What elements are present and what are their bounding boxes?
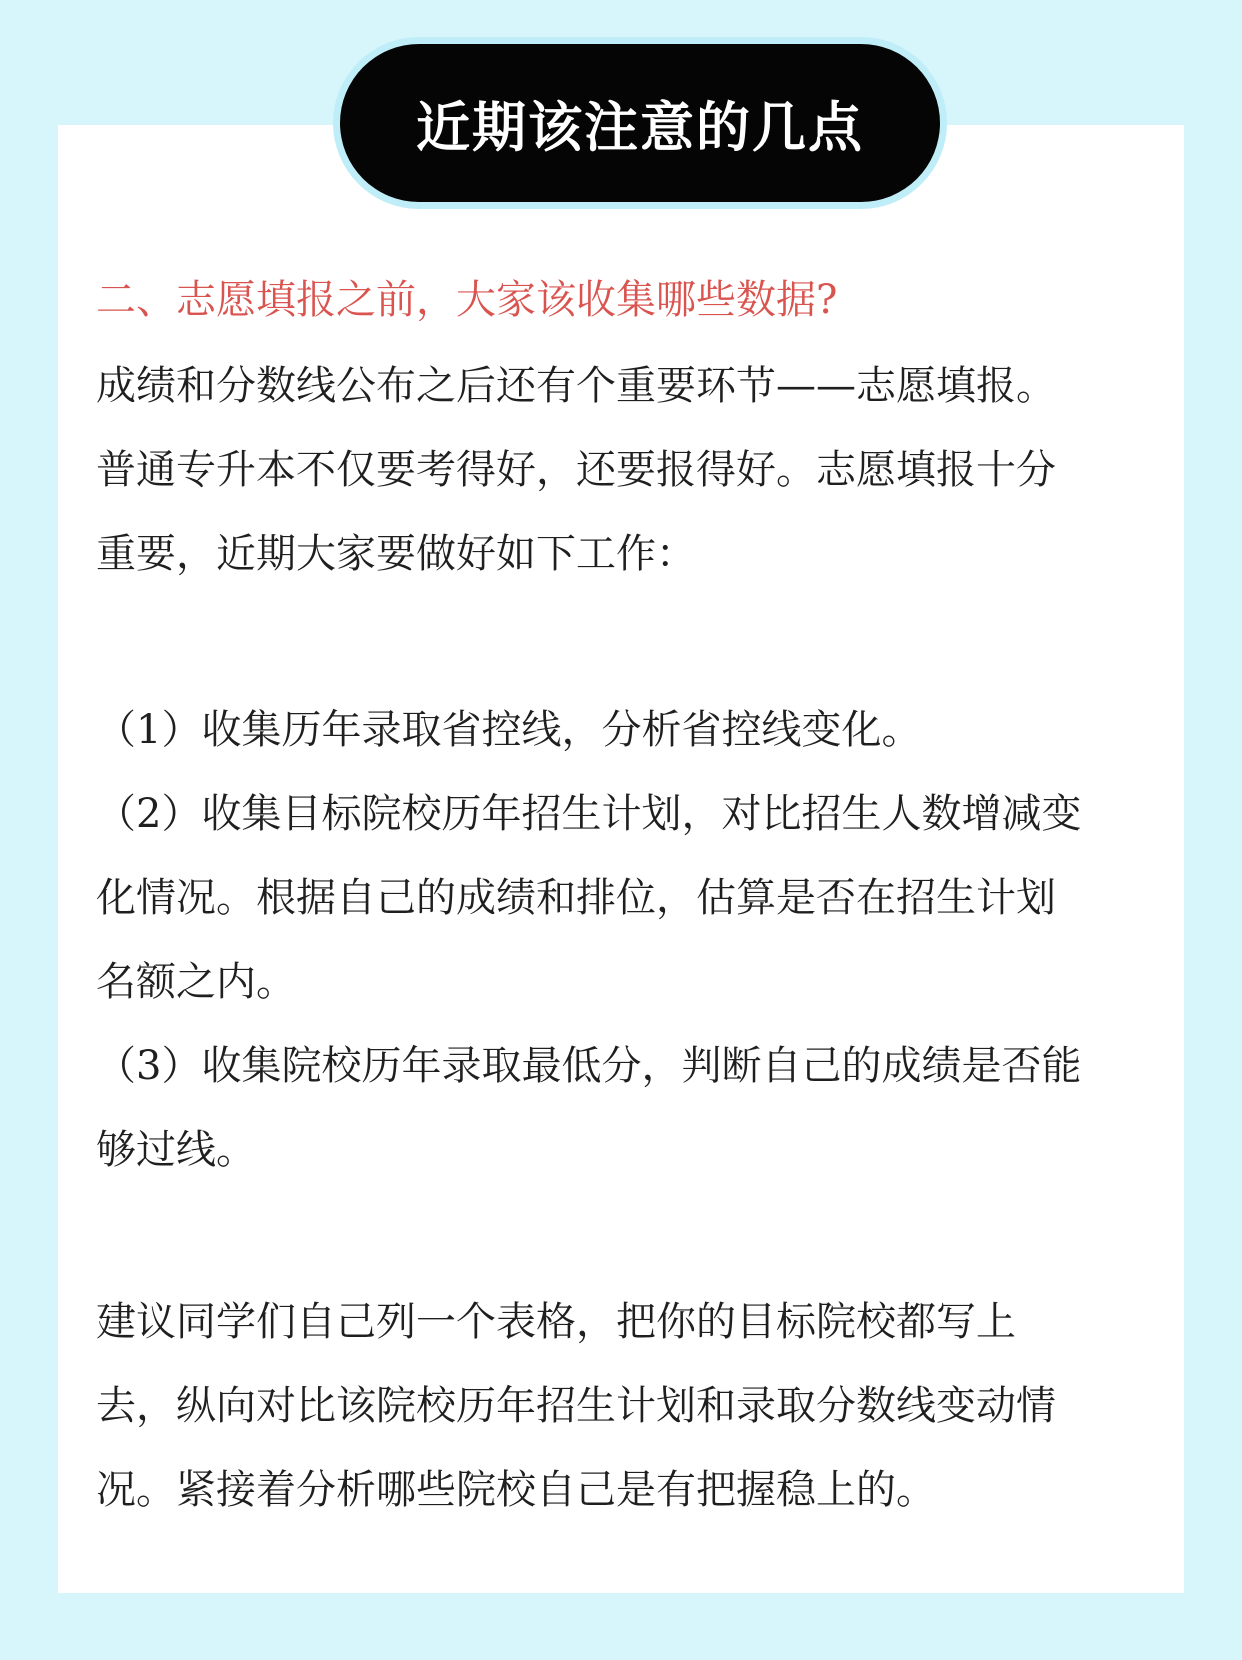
title-banner: [340, 44, 940, 202]
list-item-line: 化情况。根据自己的成绩和排位，估算是否在招生计划: [96, 875, 1056, 921]
intro-line: 重要，近期大家要做好如下工作：: [96, 531, 696, 577]
section-heading: 二、志愿填报之前，大家该收集哪些数据?: [96, 277, 838, 323]
list-item-line: （3）收集院校历年录取最低分，判断自己的成绩是否能: [96, 1043, 1082, 1089]
list-item-line: 名额之内。: [96, 959, 296, 1005]
page-title: 近期该注意的几点: [416, 95, 864, 159]
list-item-line: （2）收集目标院校历年招生计划，对比招生人数增减变: [96, 791, 1082, 837]
content-card: [58, 125, 1184, 1593]
advice-line: 况。紧接着分析哪些院校自己是有把握稳上的。: [96, 1467, 936, 1513]
advice-line: 去，纵向对比该院校历年招生计划和录取分数线变动情: [96, 1383, 1056, 1429]
list-item-line: 够过线。: [96, 1127, 256, 1173]
intro-line: 成绩和分数线公布之后还有个重要环节——志愿填报。: [96, 363, 1056, 409]
list-item-line: （1）收集历年录取省控线，分析省控线变化。: [96, 707, 922, 753]
intro-line: 普通专升本不仅要考得好，还要报得好。志愿填报十分: [96, 447, 1056, 493]
advice-line: 建议同学们自己列一个表格，把你的目标院校都写上: [96, 1299, 1016, 1345]
